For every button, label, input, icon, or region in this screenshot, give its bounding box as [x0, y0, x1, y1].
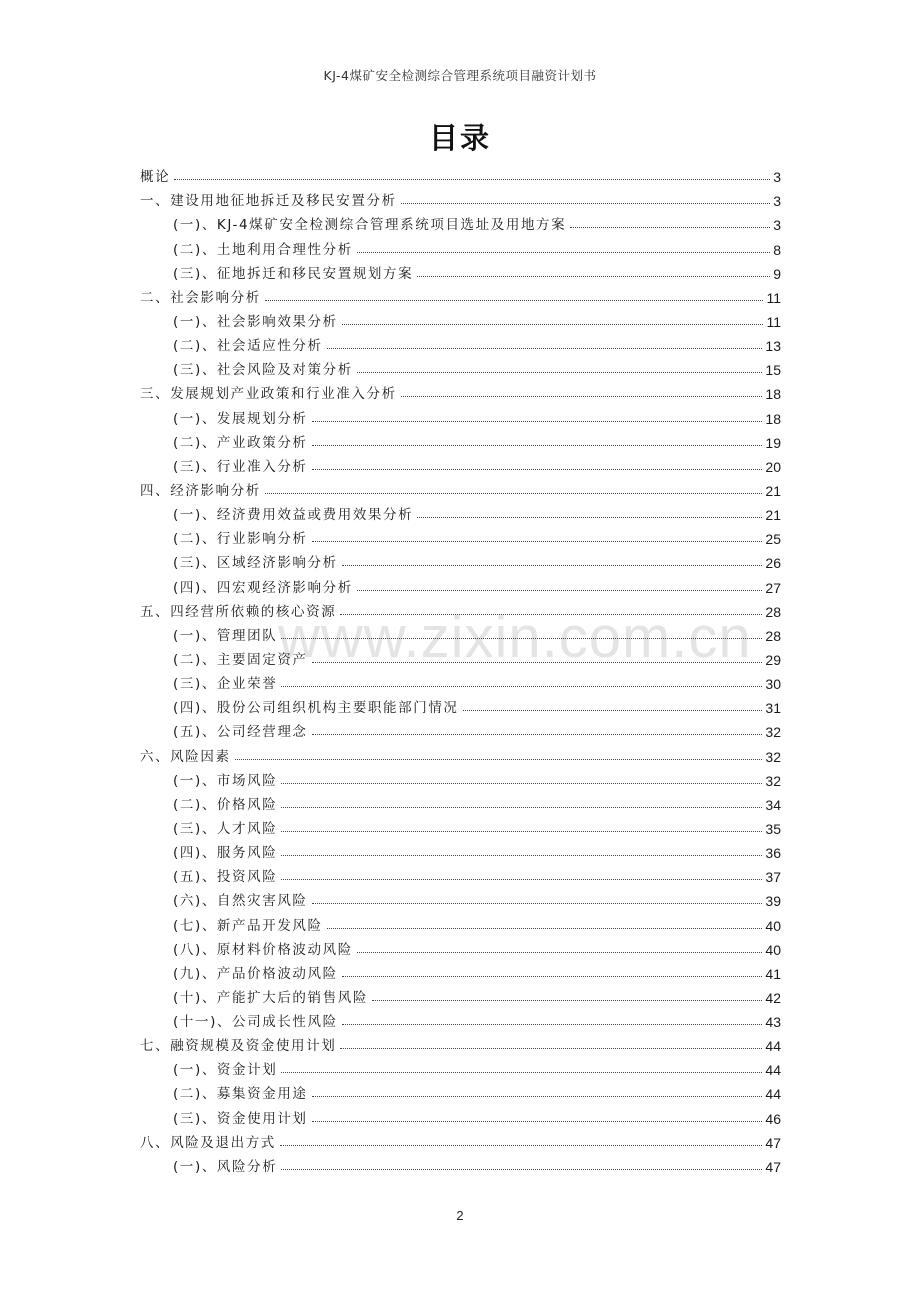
- dot-leader: [327, 348, 763, 349]
- toc-entry-label: (一)、风险分析: [173, 1158, 278, 1175]
- toc-entry-page: 39: [765, 893, 781, 910]
- toc-entry-page: 41: [765, 965, 781, 982]
- toc-entry-page: 13: [765, 338, 781, 355]
- toc-entry-page: 26: [765, 555, 781, 572]
- toc-subentry[interactable]: [140, 451, 781, 475]
- running-header: KJ-4煤矿安全检测综合管理系统项目融资计划书: [323, 68, 597, 83]
- toc-subentry[interactable]: [140, 1006, 781, 1030]
- toc-subentry[interactable]: [140, 789, 781, 813]
- toc-entry-label: 二、社会影响分析: [140, 289, 261, 306]
- toc-subentry[interactable]: [140, 765, 781, 789]
- dot-leader: [312, 421, 763, 422]
- dot-leader: [417, 276, 770, 277]
- toc-subentry[interactable]: [140, 861, 781, 885]
- dot-leader: [312, 903, 763, 904]
- toc-entry-label: (三)、资金使用计划: [173, 1110, 308, 1127]
- dot-leader: [342, 976, 763, 977]
- toc-subentry[interactable]: [140, 934, 781, 958]
- toc-entry-label: (一)、KJ-4煤矿安全检测综合管理系统项目选址及用地方案: [173, 217, 567, 234]
- toc-entry-page: 28: [765, 603, 781, 620]
- dot-leader: [342, 324, 764, 325]
- toc-entry-label: 六、风险因素: [140, 748, 231, 765]
- toc-subentry[interactable]: [140, 306, 781, 330]
- toc-entry-page: 40: [765, 917, 781, 934]
- toc-entry-label: (一)、管理团队: [173, 627, 278, 644]
- toc-subentry[interactable]: [140, 885, 781, 909]
- dot-leader: [312, 541, 763, 542]
- toc-entry-label: (三)、征地拆迁和移民安置规划方案: [173, 265, 414, 282]
- toc-entry[interactable]: [140, 475, 781, 499]
- toc-entry-page: 31: [765, 700, 781, 717]
- toc-entry-page: 47: [765, 1134, 781, 1151]
- toc-entry-label: (三)、行业准入分析: [173, 458, 308, 475]
- dot-leader: [312, 734, 763, 735]
- toc-entry-label: (三)、企业荣誉: [173, 676, 278, 693]
- dot-leader: [281, 638, 762, 639]
- toc-entry-page: 15: [765, 362, 781, 379]
- toc-entry-page: 3: [773, 217, 781, 234]
- toc-subentry[interactable]: [140, 1078, 781, 1102]
- toc-entry-page: 11: [766, 289, 781, 306]
- toc-entry-label: 一、建设用地征地拆迁及移民安置分析: [140, 193, 397, 210]
- toc-entry-label: (四)、股份公司组织机构主要职能部门情况: [173, 700, 459, 717]
- dot-leader: [281, 807, 762, 808]
- toc-entry-label: (二)、产业政策分析: [173, 434, 308, 451]
- toc-subentry[interactable]: [140, 620, 781, 644]
- toc-entry-label: (一)、资金计划: [173, 1062, 278, 1079]
- dot-leader: [312, 445, 763, 446]
- toc-entry-label: (三)、人才风险: [173, 820, 278, 837]
- toc-entry-page: 18: [765, 410, 781, 427]
- toc-subentry[interactable]: [140, 837, 781, 861]
- dot-leader: [342, 565, 763, 566]
- toc-subentry[interactable]: [140, 668, 781, 692]
- toc-entry-label: (八)、原材料价格波动风险: [173, 941, 353, 958]
- toc-entry-label: (三)、社会风险及对策分析: [173, 362, 353, 379]
- dot-leader: [281, 783, 762, 784]
- toc-subentry[interactable]: [140, 716, 781, 740]
- dot-leader: [401, 203, 771, 204]
- toc-entry[interactable]: [140, 596, 781, 620]
- table-of-contents: [140, 161, 781, 1175]
- toc-subentry[interactable]: [140, 958, 781, 982]
- toc-entry-page: 32: [765, 748, 781, 765]
- toc-subentry[interactable]: [140, 571, 781, 595]
- toc-subentry[interactable]: [140, 233, 781, 257]
- toc-entry-label: (二)、价格风险: [173, 796, 278, 813]
- toc-entry-page: 47: [765, 1158, 781, 1175]
- toc-entry-page: 42: [765, 989, 781, 1006]
- toc-entry-label: 五、四经营所依赖的核心资源: [140, 603, 337, 620]
- toc-entry-label: (二)、募集资金用途: [173, 1086, 308, 1103]
- toc-subentry[interactable]: [140, 402, 781, 426]
- toc-entry-page: 32: [765, 724, 781, 741]
- toc-entry[interactable]: [140, 1030, 781, 1054]
- page-title: 目录: [428, 121, 491, 155]
- dot-leader: [463, 710, 763, 711]
- dot-leader: [281, 855, 762, 856]
- toc-entry-label: (二)、社会适应性分析: [173, 338, 323, 355]
- dot-leader: [357, 590, 763, 591]
- toc-entry-page: 3: [773, 169, 781, 186]
- toc-subentry[interactable]: [140, 523, 781, 547]
- toc-subentry[interactable]: [140, 547, 781, 571]
- toc-entry-label: (十一)、公司成长性风险: [173, 1014, 338, 1031]
- toc-entry[interactable]: [140, 378, 781, 402]
- toc-entry-page: 34: [765, 796, 781, 813]
- toc-entry-label: (九)、产品价格波动风险: [173, 965, 338, 982]
- toc-entry-page: 9: [773, 265, 781, 282]
- toc-entry[interactable]: [140, 185, 781, 209]
- toc-entry-page: 44: [765, 1062, 781, 1079]
- toc-entry-label: (二)、行业影响分析: [173, 531, 308, 548]
- toc-entry-label: 八、风险及退出方式: [140, 1134, 276, 1151]
- toc-entry-label: (四)、服务风险: [173, 845, 278, 862]
- dot-leader: [312, 1121, 763, 1122]
- toc-entry[interactable]: [140, 282, 781, 306]
- toc-entry-page: 46: [765, 1110, 781, 1127]
- toc-entry-label: (一)、经济费用效益或费用效果分析: [173, 507, 414, 524]
- toc-entry-label: (二)、主要固定资产: [173, 651, 308, 668]
- dot-leader: [342, 1024, 763, 1025]
- toc-entry-page: 30: [765, 676, 781, 693]
- dot-leader: [312, 469, 763, 470]
- dot-leader: [281, 686, 762, 687]
- toc-subentry[interactable]: [140, 909, 781, 933]
- toc-entry-page: 21: [765, 507, 781, 524]
- toc-entry-page: 37: [765, 869, 781, 886]
- toc-entry-label: (六)、自然灾害风险: [173, 893, 308, 910]
- toc-subentry[interactable]: [140, 813, 781, 837]
- toc-entry-page: 21: [765, 482, 781, 499]
- page-number: 2: [456, 1208, 464, 1223]
- toc-subentry[interactable]: [140, 258, 781, 282]
- toc-entry-label: 三、发展规划产业政策和行业准入分析: [140, 386, 397, 403]
- dot-leader: [312, 1096, 763, 1097]
- toc-subentry[interactable]: [140, 644, 781, 668]
- toc-entry-page: 8: [773, 241, 781, 258]
- dot-leader: [357, 372, 763, 373]
- toc-entry-page: 36: [765, 845, 781, 862]
- dot-leader: [280, 1145, 763, 1146]
- dot-leader: [312, 662, 763, 663]
- dot-leader: [340, 1048, 762, 1049]
- toc-entry-label: (三)、区域经济影响分析: [173, 555, 338, 572]
- toc-entry-page: 18: [765, 386, 781, 403]
- toc-entry-page: 35: [765, 820, 781, 837]
- toc-entry-label: 四、经济影响分析: [140, 482, 261, 499]
- toc-subentry[interactable]: [140, 1054, 781, 1078]
- toc-subentry[interactable]: [140, 692, 781, 716]
- dot-leader: [281, 1072, 762, 1073]
- toc-entry-label: (七)、新产品开发风险: [173, 917, 323, 934]
- toc-entry-page: 19: [765, 434, 781, 451]
- toc-entry-page: 44: [765, 1086, 781, 1103]
- toc-entry-label: (五)、投资风险: [173, 869, 278, 886]
- toc-entry-label: (一)、市场风险: [173, 772, 278, 789]
- toc-entry-page: 11: [766, 313, 781, 330]
- toc-entry-page: 40: [765, 941, 781, 958]
- dot-leader: [281, 879, 762, 880]
- dot-leader: [570, 227, 770, 228]
- dot-leader: [327, 928, 763, 929]
- toc-entry-label: 概论: [140, 169, 171, 186]
- toc-entry-page: 32: [765, 772, 781, 789]
- toc-subentry[interactable]: [140, 209, 781, 233]
- dot-leader: [265, 300, 764, 301]
- toc-entry-label: (十)、产能扩大后的销售风险: [173, 989, 368, 1006]
- toc-entry-label: (五)、公司经营理念: [173, 724, 308, 741]
- dot-leader: [401, 396, 763, 397]
- toc-entry-label: (一)、发展规划分析: [173, 410, 308, 427]
- toc-entry-page: 25: [765, 531, 781, 548]
- toc-subentry[interactable]: [140, 330, 781, 354]
- toc-entry-page: 44: [765, 1038, 781, 1055]
- toc-entry[interactable]: [140, 161, 781, 185]
- toc-entry[interactable]: [140, 740, 781, 764]
- dot-leader: [281, 831, 762, 832]
- toc-subentry[interactable]: [140, 499, 781, 523]
- dot-leader: [357, 952, 763, 953]
- dot-leader: [174, 179, 770, 180]
- toc-entry-page: 43: [765, 1014, 781, 1031]
- toc-subentry[interactable]: [140, 982, 781, 1006]
- dot-leader: [340, 614, 762, 615]
- toc-subentry[interactable]: [140, 427, 781, 451]
- toc-subentry[interactable]: [140, 354, 781, 378]
- toc-entry-label: (四)、四宏观经济影响分析: [173, 579, 353, 596]
- toc-entry-page: 29: [765, 651, 781, 668]
- toc-entry-page: 27: [765, 579, 781, 596]
- toc-entry[interactable]: [140, 1127, 781, 1151]
- dot-leader: [265, 493, 763, 494]
- dot-leader: [417, 517, 762, 518]
- toc-entry-label: 七、融资规模及资金使用计划: [140, 1038, 337, 1055]
- dot-leader: [372, 1000, 762, 1001]
- toc-subentry[interactable]: [140, 1102, 781, 1126]
- toc-entry-page: 28: [765, 627, 781, 644]
- toc-entry-label: (二)、土地利用合理性分析: [173, 241, 353, 258]
- watermark: www.zixin.com.cn: [278, 605, 752, 670]
- toc-entry-page: 3: [773, 193, 781, 210]
- dot-leader: [357, 252, 770, 253]
- dot-leader: [235, 759, 763, 760]
- toc-entry-label: (一)、社会影响效果分析: [173, 313, 338, 330]
- toc-subentry[interactable]: [140, 1151, 781, 1175]
- dot-leader: [281, 1169, 762, 1170]
- toc-entry-page: 20: [765, 458, 781, 475]
